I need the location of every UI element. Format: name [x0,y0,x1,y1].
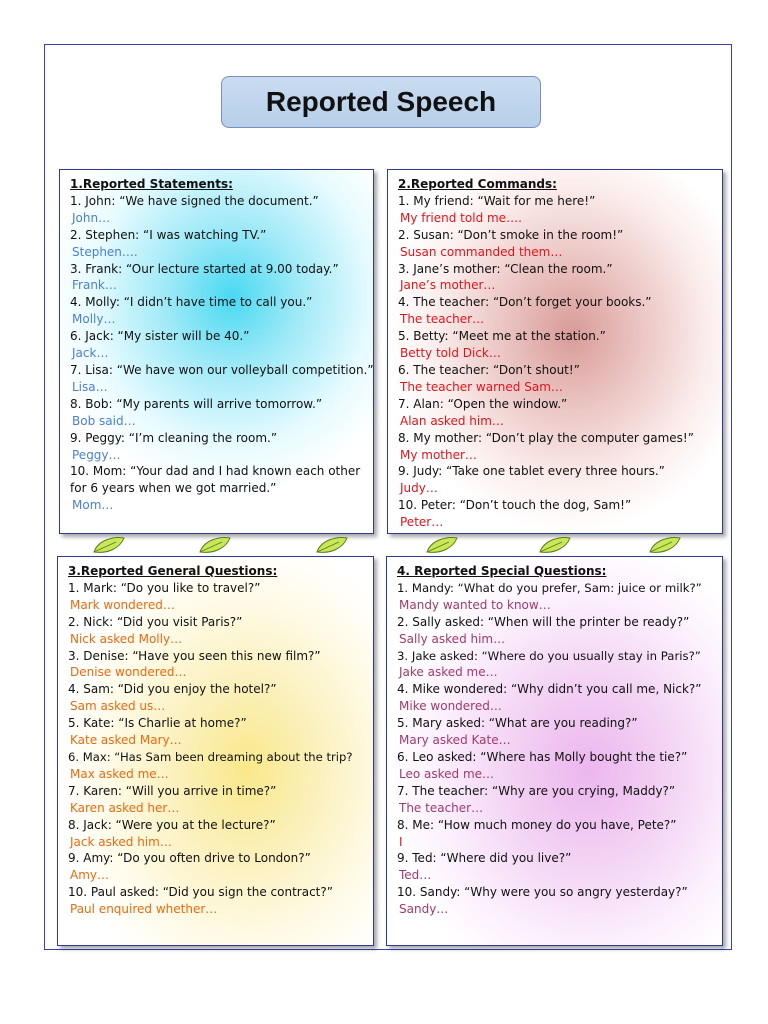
statement-question: 2. Stephen: “I was watching TV.” [70,227,267,242]
statement-answer: Bob said… [72,413,136,428]
command-question: 9. Judy: “Take one tablet every three hours.” [398,464,665,479]
general-question: 8. Jack: “Were you at the lecture?” [68,817,276,832]
special-question: 1. Mandy: “What do you prefer, Sam: juice or milk?” [397,580,702,595]
statement-answer: Molly… [72,312,116,327]
general-answer: Kate asked Mary… [70,733,182,748]
commands-heading: 2.Reported Commands: [398,177,557,191]
command-answer: Jane’s mother… [400,278,496,293]
special-question: 8. Me: “How much money do you have, Pete?” [397,817,677,832]
statement-answer: Jack… [72,346,109,361]
special-answer: Mike wondered… [399,699,502,714]
page-title: Reported Speech [265,86,497,117]
leaf-icon [315,536,349,554]
general-question: 3. Denise: “Have you seen this new film?” [68,648,321,663]
special-question: 5. Mary asked: “What are you reading?” [397,716,638,731]
command-answer: Alan asked him… [400,413,504,428]
statement-question: 3. Frank: “Our lecture started at 9.00 today.” [70,261,339,276]
special-answer: Sandy… [399,902,449,917]
special-questions-heading: 4. Reported Special Questions: [397,564,607,578]
command-question: 5. Betty: “Meet me at the station.” [398,329,606,344]
special-question: 3. Jake asked: “Where do you usually stay in Paris?” [397,648,701,663]
statement-question: 9. Peggy: “I’m cleaning the room.” [70,430,278,445]
special-answer: Sally asked him… [399,631,506,646]
statement-answer: Peggy… [72,447,121,462]
command-question: 10. Peter: “Don’t touch the dog, Sam!” [398,498,632,513]
leaf-icon [92,536,126,554]
statement-question: 10. Mom: “Your dad and I had known each other for 6 years when we got married.” [70,464,361,496]
command-answer: Betty told Dick… [400,346,501,361]
command-question: 4. The teacher: “Don’t forget your books.” [398,295,652,310]
command-question: 6. The teacher: “Don’t shout!” [398,362,580,377]
special-answer: The teacher… [399,800,484,815]
command-answer: My mother… [400,447,477,462]
statement-question: 1. John: “We have signed the document.” [70,193,319,208]
general-answer: Sam asked us… [70,699,166,714]
general-answer: Jack asked him… [70,834,172,849]
command-answer: My friend told me…. [400,210,522,225]
statement-answer: Lisa… [72,379,108,394]
statement-question: 7. Lisa: “We have won our volleyball competition.” [70,362,374,377]
general-question: 6. Max: “Has Sam been dreaming about the trip? [68,749,353,764]
general-answer: Karen asked her… [70,800,180,815]
command-answer: Susan commanded them… [400,244,563,259]
special-answer: Mandy wanted to know… [399,597,551,612]
special-answer: Ted… [399,868,432,883]
general-question: 9. Amy: “Do you often drive to London?” [68,851,311,866]
command-answer: Judy… [400,481,438,496]
special-answer: Leo asked me… [399,766,495,781]
leaf-icon [425,536,459,554]
command-question: 1. My friend: “Wait for me here!” [398,193,596,208]
special-answer: Jake asked me… [399,665,498,680]
special-question: 6. Leo asked: “Where has Molly bought the tie?” [397,749,688,764]
leaf-icon [538,536,572,554]
special-answer: I [399,834,403,849]
general-question: 2. Nick: “Did you visit Paris?” [68,614,243,629]
command-answer: The teacher… [400,312,485,327]
leaf-icon [198,536,232,554]
general-question: 1. Mark: “Do you like to travel?” [68,580,261,595]
command-question: 2. Susan: “Don’t smoke in the room!” [398,227,624,242]
statements-heading: 1.Reported Statements: [70,177,233,191]
special-question: 9. Ted: “Where did you live?” [397,851,572,866]
statement-answer: Frank… [72,278,117,293]
special-question: 10. Sandy: “Why were you so angry yesterday?” [397,885,688,900]
special-questions-box [386,556,723,946]
general-answer: Mark wondered… [70,597,175,612]
general-question: 7. Karen: “Will you arrive in time?” [68,783,277,798]
statements-box [59,169,374,534]
statement-question: 4. Molly: “I didn’t have time to call you.” [70,295,313,310]
special-question: 7. The teacher: “Why are you crying, Maddy?” [397,783,676,798]
command-answer: The teacher warned Sam… [400,379,563,394]
general-answer: Amy… [70,868,109,883]
statement-question: 8. Bob: “My parents will arrive tomorrow.” [70,396,323,411]
title-banner [221,76,541,128]
command-question: 7. Alan: “Open the window.” [398,396,568,411]
statement-answer: Mom… [72,498,114,513]
general-question: 4. Sam: “Did you enjoy the hotel?” [68,682,277,697]
leaf-icon [648,536,682,554]
general-question: 10. Paul asked: “Did you sign the contract?” [68,885,333,900]
general-question: 5. Kate: “Is Charlie at home?” [68,716,247,731]
general-answer: Max asked me… [70,766,169,781]
general-questions-box [57,556,374,946]
general-questions-heading: 3.Reported General Questions: [68,564,278,578]
command-question: 3. Jane’s mother: “Clean the room.” [398,261,613,276]
commands-box [387,169,723,534]
statement-question: 6. Jack: “My sister will be 40.” [70,329,250,344]
special-question: 4. Mike wondered: “Why didn’t you call me, Nick?” [397,682,702,697]
statement-answer: John… [72,210,111,225]
general-answer: Nick asked Molly… [70,631,183,646]
statement-answer: Stephen…. [72,244,138,259]
special-answer: Mary asked Kate… [399,733,511,748]
command-question: 8. My mother: “Don’t play the computer games!” [398,430,694,445]
command-answer: Peter… [400,515,444,530]
general-answer: Denise wondered… [70,665,187,680]
general-answer: Paul enquired whether… [70,902,218,917]
special-question: 2. Sally asked: “When will the printer be ready?” [397,614,690,629]
